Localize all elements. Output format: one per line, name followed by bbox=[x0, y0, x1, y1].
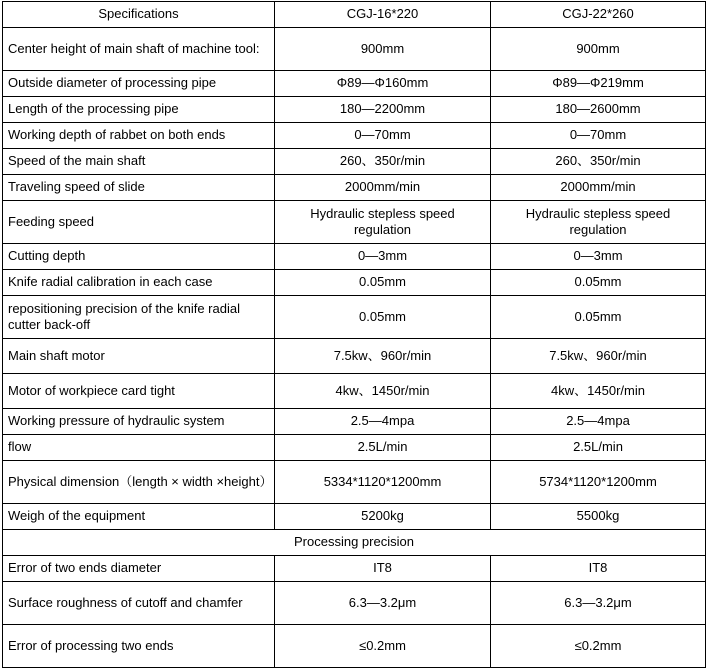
row-label: Cutting depth bbox=[3, 244, 275, 270]
cell-model-2: 5500kg bbox=[491, 504, 706, 530]
cell-model-2: Hydraulic stepless speed regulation bbox=[491, 201, 706, 244]
table-row bbox=[3, 201, 706, 244]
table-row bbox=[3, 461, 706, 504]
row-label: Center height of main shaft of machine tool: bbox=[3, 28, 275, 71]
table-row bbox=[3, 270, 706, 296]
table-row bbox=[3, 244, 706, 270]
table-row bbox=[3, 296, 706, 339]
table-row bbox=[3, 71, 706, 97]
row-label: Traveling speed of slide bbox=[3, 175, 275, 201]
cell-model-1: 5334*1120*1200mm bbox=[275, 461, 491, 504]
row-label: repositioning precision of the knife radial cutter back-off bbox=[3, 296, 275, 339]
table-body bbox=[3, 2, 706, 668]
cell-model-2: 7.5kw、960r/min bbox=[491, 339, 706, 374]
cell-model-1: 6.3—3.2μm bbox=[275, 582, 491, 625]
cell-model-2: 900mm bbox=[491, 28, 706, 71]
row-label: Speed of the main shaft bbox=[3, 149, 275, 175]
cell-model-2: ≤0.2mm bbox=[491, 625, 706, 668]
cell-model-2: 5734*1120*1200mm bbox=[491, 461, 706, 504]
table-row bbox=[3, 374, 706, 409]
row-label: Working pressure of hydraulic system bbox=[3, 409, 275, 435]
cell-model-2: 4kw、1450r/min bbox=[491, 374, 706, 409]
table-row bbox=[3, 625, 706, 668]
section-title: Processing precision bbox=[3, 530, 706, 556]
table-row bbox=[3, 149, 706, 175]
row-label: Physical dimension（length × width ×height） bbox=[3, 461, 275, 504]
table-row bbox=[3, 97, 706, 123]
cell-model-2: 180—2600mm bbox=[491, 97, 706, 123]
cell-model-2: IT8 bbox=[491, 556, 706, 582]
cell-model-2: 2000mm/min bbox=[491, 175, 706, 201]
table-row bbox=[3, 123, 706, 149]
row-label: Error of processing two ends bbox=[3, 625, 275, 668]
table-row bbox=[3, 504, 706, 530]
table-row bbox=[3, 435, 706, 461]
cell-model-1: 0—3mm bbox=[275, 244, 491, 270]
cell-model-1: 5200kg bbox=[275, 504, 491, 530]
cell-model-2: 6.3—3.2μm bbox=[491, 582, 706, 625]
row-label: Motor of workpiece card tight bbox=[3, 374, 275, 409]
cell-model-1: 2.5—4mpa bbox=[275, 409, 491, 435]
table-row bbox=[3, 556, 706, 582]
cell-model-2: 2.5L/min bbox=[491, 435, 706, 461]
table-row bbox=[3, 582, 706, 625]
table-row bbox=[3, 28, 706, 71]
cell-model-1: Hydraulic stepless speed regulation bbox=[275, 201, 491, 244]
cell-model-1: 0.05mm bbox=[275, 296, 491, 339]
cell-model-1: 2.5L/min bbox=[275, 435, 491, 461]
row-label: Knife radial calibration in each case bbox=[3, 270, 275, 296]
cell-model-1: 0—70mm bbox=[275, 123, 491, 149]
row-label: flow bbox=[3, 435, 275, 461]
row-label: Length of the processing pipe bbox=[3, 97, 275, 123]
cell-model-1: 180—2200mm bbox=[275, 97, 491, 123]
row-label: Feeding speed bbox=[3, 201, 275, 244]
table-row bbox=[3, 339, 706, 374]
cell-model-1: 260、350r/min bbox=[275, 149, 491, 175]
table-row bbox=[3, 175, 706, 201]
cell-model-2: 0—3mm bbox=[491, 244, 706, 270]
cell-model-1: ≤0.2mm bbox=[275, 625, 491, 668]
cell-model-1: 0.05mm bbox=[275, 270, 491, 296]
row-label: Outside diameter of processing pipe bbox=[3, 71, 275, 97]
section-header-row bbox=[3, 530, 706, 556]
column-header-specifications: Specifications bbox=[3, 2, 275, 28]
cell-model-1: IT8 bbox=[275, 556, 491, 582]
table-header-row bbox=[3, 2, 706, 28]
row-label: Error of two ends diameter bbox=[3, 556, 275, 582]
cell-model-1: 4kw、1450r/min bbox=[275, 374, 491, 409]
column-header-model-2: CGJ-22*260 bbox=[491, 2, 706, 28]
row-label: Working depth of rabbet on both ends bbox=[3, 123, 275, 149]
table-row bbox=[3, 409, 706, 435]
column-header-model-1: CGJ-16*220 bbox=[275, 2, 491, 28]
cell-model-2: 0.05mm bbox=[491, 296, 706, 339]
cell-model-1: 7.5kw、960r/min bbox=[275, 339, 491, 374]
row-label: Main shaft motor bbox=[3, 339, 275, 374]
cell-model-2: 0—70mm bbox=[491, 123, 706, 149]
cell-model-2: 260、350r/min bbox=[491, 149, 706, 175]
specifications-table bbox=[2, 1, 706, 668]
cell-model-2: 2.5—4mpa bbox=[491, 409, 706, 435]
cell-model-1: 900mm bbox=[275, 28, 491, 71]
row-label: Weigh of the equipment bbox=[3, 504, 275, 530]
cell-model-1: 2000mm/min bbox=[275, 175, 491, 201]
row-label: Surface roughness of cutoff and chamfer bbox=[3, 582, 275, 625]
cell-model-2: 0.05mm bbox=[491, 270, 706, 296]
cell-model-1: Φ89—Φ160mm bbox=[275, 71, 491, 97]
cell-model-2: Φ89—Φ219mm bbox=[491, 71, 706, 97]
